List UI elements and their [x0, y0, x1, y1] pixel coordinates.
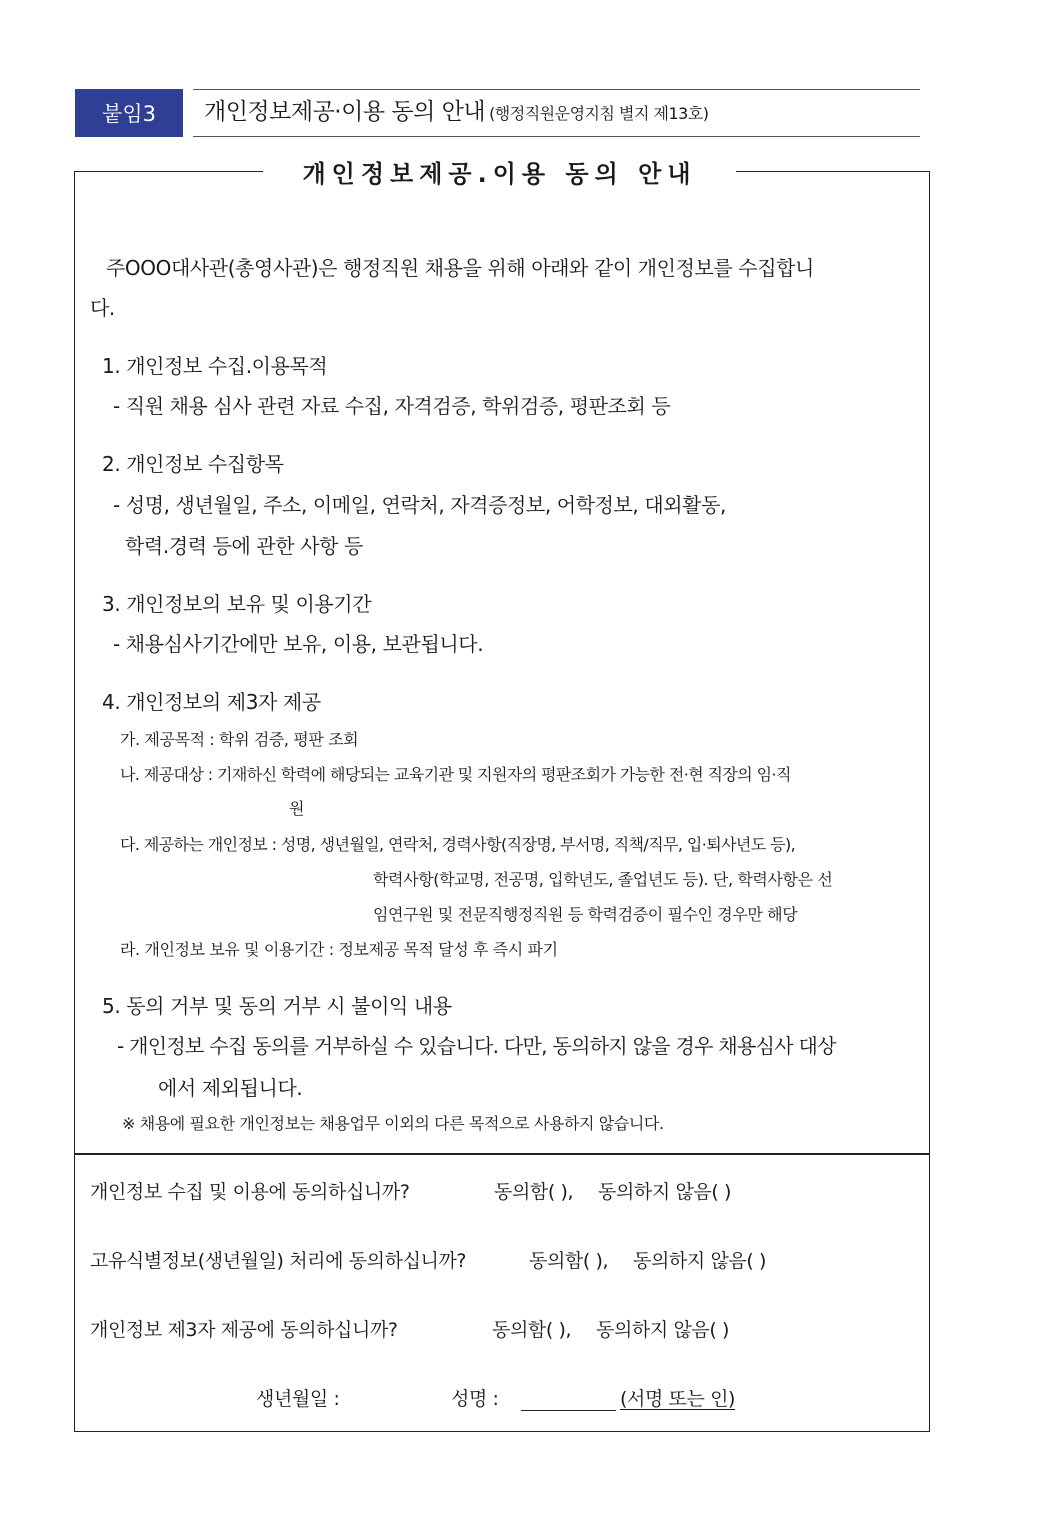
section-4-item-da-cont-1: 학력사항(학교명, 전공명, 입학년도, 졸업년도 등). 단, 학력사항은 선 [373, 870, 833, 889]
section-4-item-da: 다. 제공하는 개인정보 : 성명, 생년월일, 연락처, 경력사항(직장명, 부서명, 직책/직무, 입·퇴사년도 등), [120, 835, 796, 854]
section-4-heading: 4. 개인정보의 제3자 제공 [102, 690, 321, 714]
section-5-note: ※ 채용에 필요한 개인정보는 채용업무 이외의 다른 목적으로 사용하지 않습니다. [122, 1114, 664, 1133]
header-top-rule [193, 89, 920, 90]
section-1-heading: 1. 개인정보 수집.이용목적 [102, 354, 328, 378]
section-3-heading: 3. 개인정보의 보유 및 이용기간 [102, 592, 372, 616]
section-2-line-2: 학력.경력 등에 관한 사항 등 [125, 534, 363, 558]
consent-q3: 개인정보 제3자 제공에 동의하십니까? [90, 1319, 398, 1341]
birth-date-label: 생년월일 : [256, 1388, 340, 1410]
consent-q3-disagree[interactable]: 동의하지 않음( ) [596, 1319, 730, 1341]
form-title: 개인정보제공.이용 동의 안내 [263, 152, 736, 190]
consent-q2: 고유식별정보(생년월일) 처리에 동의하십니까? [90, 1250, 467, 1272]
section-4-item-na: 나. 제공대상 : 기재하신 학력에 해당되는 교육기관 및 지원자의 평판조회가 가능한 전·현 직장의 임·직 [120, 765, 791, 784]
consent-q1-disagree[interactable]: 동의하지 않음( ) [598, 1181, 732, 1203]
consent-q1: 개인정보 수집 및 이용에 동의하십니까? [90, 1181, 410, 1203]
section-5-line-1: - 개인정보 수집 동의를 거부하실 수 있습니다. 다만, 동의하지 않을 경우 채용심사 대상 [117, 1034, 836, 1058]
header-bottom-rule [193, 136, 920, 137]
consent-q2-agree[interactable]: 동의함( ), [529, 1250, 609, 1272]
signature-field[interactable] [521, 1384, 735, 1411]
consent-q2-disagree[interactable]: 동의하지 않음( ) [633, 1250, 767, 1272]
section-4-item-ga: 가. 제공목적 : 학위 검증, 평판 조회 [120, 730, 359, 749]
section-5-line-2: 에서 제외됩니다. [158, 1076, 303, 1100]
section-3-line-1: - 채용심사기간에만 보유, 이용, 보관됩니다. [113, 632, 484, 656]
consent-divider [74, 1153, 930, 1155]
section-2-line-1: - 성명, 생년월일, 주소, 이메일, 연락처, 자격증정보, 어학정보, 대외활동, [113, 493, 726, 517]
section-5-heading: 5. 동의 거부 및 동의 거부 시 불이익 내용 [102, 994, 452, 1018]
header-subtitle: (행정직원운영지침 별지 제13호) [489, 104, 709, 123]
intro-line-2: 다. [90, 296, 115, 320]
name-label: 성명 : [451, 1388, 499, 1410]
header-title-text: 개인정보제공·이용 동의 안내 [204, 99, 486, 125]
intro-line-1: 주OOO대사관(총영사관)은 행정직원 채용을 위해 아래와 같이 개인정보를 수집합니 [106, 256, 814, 280]
section-2-heading: 2. 개인정보 수집항목 [102, 452, 284, 476]
section-4-item-ra: 라. 개인정보 보유 및 이용기간 : 정보제공 목적 달성 후 즉시 파기 [120, 940, 558, 959]
signature-label: (서명 또는 인) [620, 1388, 736, 1410]
section-1-line-1: - 직원 채용 심사 관련 자료 수집, 자격검증, 학위검증, 평판조회 등 [113, 394, 671, 418]
signature-blank-line [521, 1390, 616, 1411]
consent-q3-agree[interactable]: 동의함( ), [492, 1319, 572, 1341]
header-title [204, 93, 709, 126]
attachment-badge: 붙임3 [75, 89, 183, 137]
section-4-item-da-cont-2: 임연구원 및 전문직행정직원 등 학력검증이 필수인 경우만 해당 [373, 905, 798, 924]
consent-q1-agree[interactable]: 동의함( ), [494, 1181, 574, 1203]
section-4-item-na-cont: 원 [289, 799, 305, 818]
